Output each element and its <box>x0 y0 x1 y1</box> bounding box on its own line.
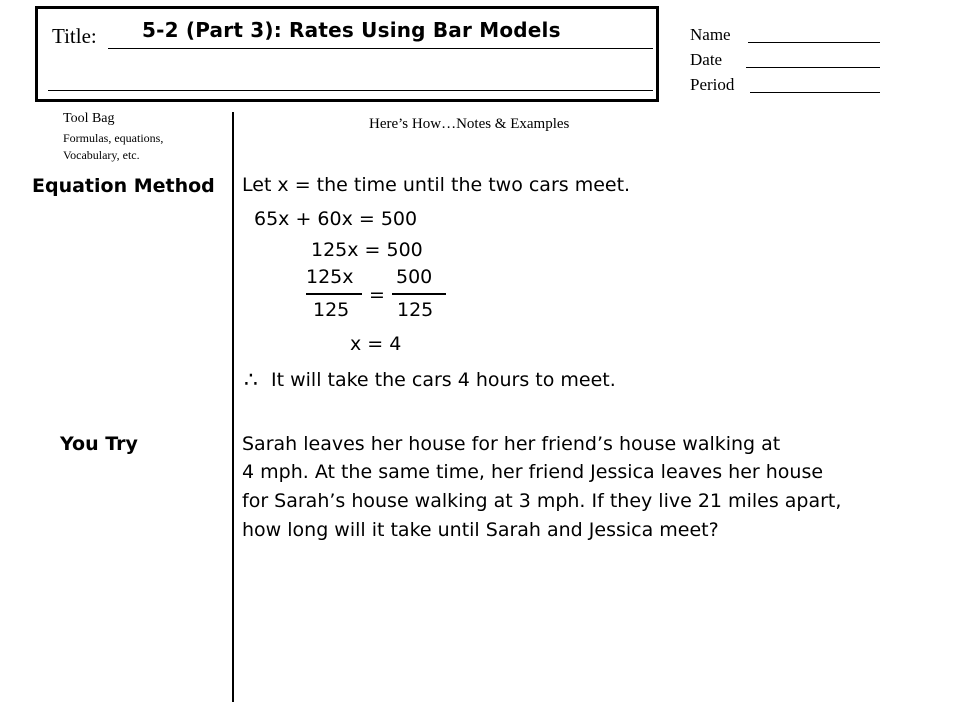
toolbag-line-2: Vocabulary, etc. <box>63 148 140 162</box>
equation-method-label: Equation Method <box>32 175 215 197</box>
name-line <box>748 42 880 43</box>
notes-heading: Here’s How…Notes & Examples <box>369 116 570 132</box>
fraction-left-bar <box>306 293 362 295</box>
page-title: 5-2 (Part 3): Rates Using Bar Models <box>142 18 561 42</box>
date-label: Date <box>690 50 723 69</box>
fraction-equals: = <box>369 284 385 306</box>
period-line <box>750 92 880 93</box>
fraction-right-denominator: 125 <box>397 299 434 321</box>
column-divider <box>232 112 234 702</box>
example-conclusion: It will take the cars 4 hours to meet. <box>271 369 616 391</box>
equation-step-1: 65x + 60x = 500 <box>254 208 418 230</box>
therefore-icon: ∴ <box>244 368 258 393</box>
equation-step-2: 125x = 500 <box>311 239 423 261</box>
you-try-line-3: for Sarah’s house walking at 3 mph. If they live 21 miles apart, <box>242 490 842 512</box>
toolbag-title: Tool Bag <box>63 111 115 126</box>
you-try-label: You Try <box>60 433 138 455</box>
title-underline-1 <box>108 48 653 49</box>
fraction-right-numerator: 500 <box>396 266 433 288</box>
title-underline-2 <box>48 90 653 91</box>
date-line <box>746 67 880 68</box>
you-try-line-1: Sarah leaves her house for her friend’s house walking at <box>242 433 781 455</box>
equation-result: x = 4 <box>350 333 402 355</box>
fraction-right-bar <box>392 293 446 295</box>
title-label: Title: <box>52 24 97 48</box>
period-label: Period <box>690 75 735 94</box>
fraction-left-denominator: 125 <box>313 299 350 321</box>
toolbag-line-1: Formulas, equations, <box>63 131 164 145</box>
example-intro: Let x = the time until the two cars meet. <box>242 174 631 196</box>
you-try-line-4: how long will it take until Sarah and Jessica meet? <box>242 519 719 541</box>
fraction-left-numerator: 125x <box>306 266 354 288</box>
name-label: Name <box>690 25 731 44</box>
you-try-line-2: 4 mph. At the same time, her friend Jessica leaves her house <box>242 461 824 483</box>
